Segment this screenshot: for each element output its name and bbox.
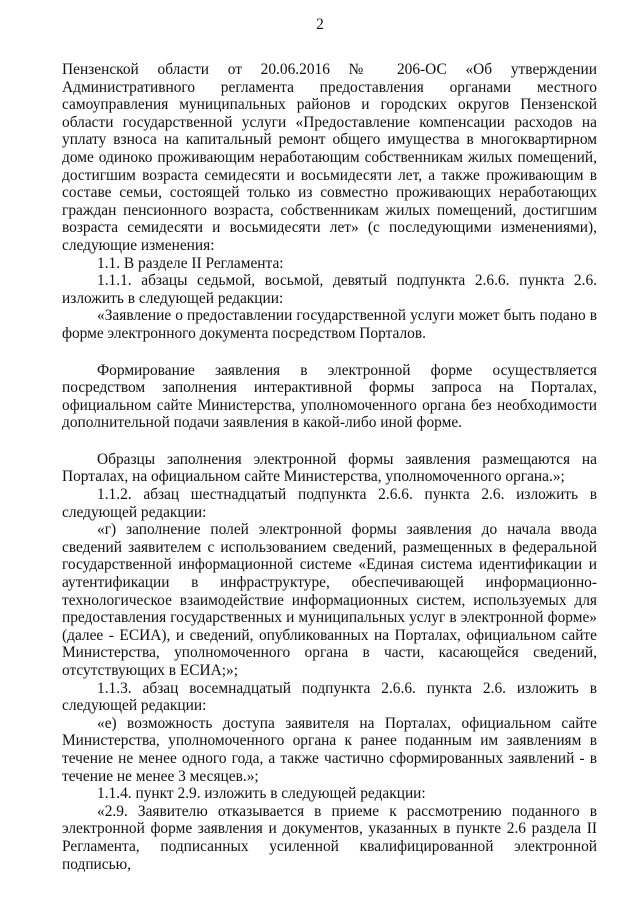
paragraph-item-1-1-1: 1.1.1. абзацы седьмой, восьмой, девятый подпункта 2.6.6. пункта 2.6. изложить в следующей редакции: [62,272,597,307]
paragraph-item-1-1-2: 1.1.2. абзац шестнадцатый подпункта 2.6.6. пункта 2.6. изложить в следующей редакции: [62,486,597,521]
paragraph-intro: Пензенской области от 20.06.2016 № 206-ОС «Об утверждении Административного регламента предоставления органами местного самоуправления муниципальных районов и городских округов Пензенской области государственной услуги «Предоставление компенсации расходов на уплату взноса на капитальный ремонт общего имущества в многоквартирном доме одиноко проживающим неработающим собственникам жилых помещений, достигшим возраста семидесяти и восьмидесяти лет, а также проживающим в составе семьи, состоящей только из совместно проживающих неработающих граждан пенсионного возраста, собственникам жилых помещений, достигшим возраста семидесяти и восьмидесяти лет» (с последующими изменениями), следующие изменения: [62,61,597,254]
page-number: 2 [316,16,324,33]
paragraph-electronic-form: Формирование заявления в электронной форме осуществляется посредством заполнения интерактивной формы запроса на Порталах, официальном сайте Министерства, уполномоченного органа без необходимости дополнительной подачи заявления в какой-либо иной форме. [62,361,597,432]
paragraph-quote-e: «е) возможность доступа заявителя на Порталах, официальном сайте Министерства, уполномоченного органа к ранее поданным им заявлениям в течение не менее одного года, а также частично сформированных заявлений - в течение не менее 3 месяцев.»; [62,714,597,785]
paragraph-item-1-1-4: 1.1.4. пункт 2.9. изложить в следующей редакции: [97,785,426,803]
paragraph-quote-g: «г) заполнение полей электронной формы заявления до начала ввода сведений заявителем с использованием сведений, размещенных в федеральной государственной информационной системе «Единая система идентификации и аутентификации в инфраструктуре, обеспечивающей информационно-технологическое взаимодействие информационных систем, используемых для предоставления государственных и муниципальных услуг в электронной форме» (далее - ЕСИА), и сведений, опубликованных на Порталах, официальном сайте Министерства, уполномоченного органа в части, касающейся сведений, отсутствующих в ЕСИА;»; [62,521,597,679]
document-body [62,61,597,873]
paragraph-samples: Образцы заполнения электронной формы заявления размещаются на Порталах, на официальном сайте Министерства, уполномоченного органа.»; [62,450,597,486]
paragraph-quote-2-9: «2.9. Заявителю отказывается в приеме к рассмотрению поданного в электронной форме заявления и документов, указанных в пункте 2.6 раздела II Регламента, подписанных усиленной квалифицированной электронной подписью, [62,802,597,873]
paragraph-quote-application: «Заявление о предоставлении государственной услуги может быть подано в форме электронного документа посредством Порталов. [62,307,597,342]
paragraph-section-heading: 1.1. В разделе II Регламента: [97,254,284,272]
paragraph-item-1-1-3: 1.1.3. абзац восемнадцатый подпункта 2.6.6. пункта 2.6. изложить в следующей редакции: [62,679,597,715]
